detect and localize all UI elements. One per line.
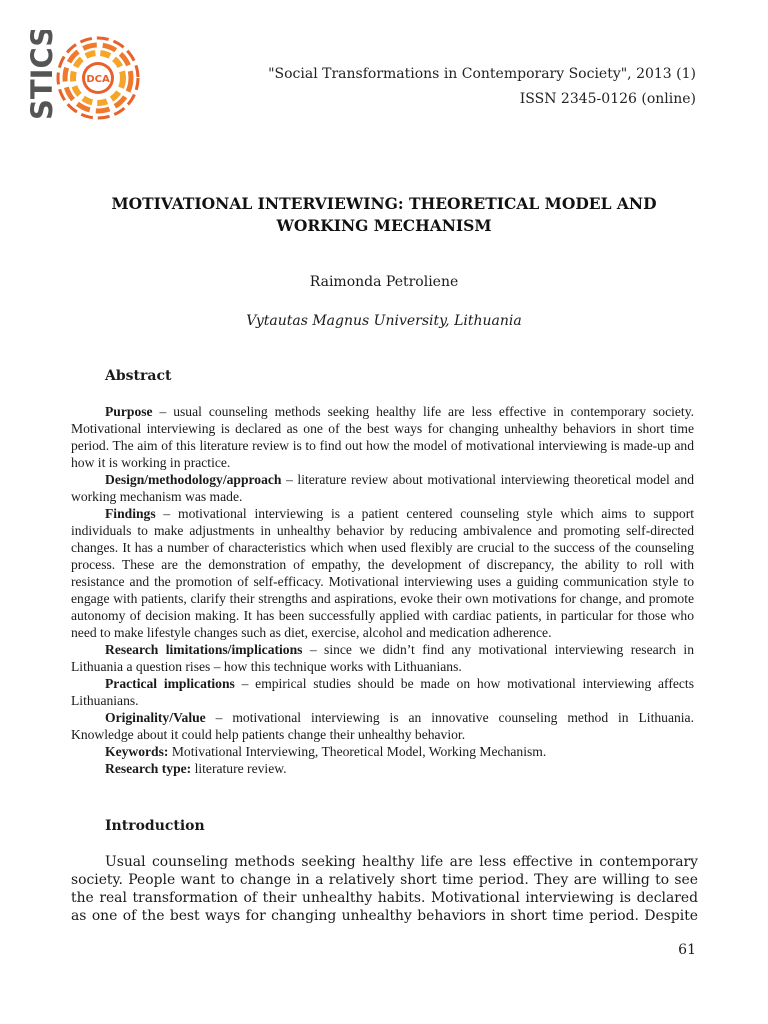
findings-label: Findings [105,506,156,521]
abstract-limitations [71,641,694,675]
abstract-body [71,403,694,777]
abstract-heading: Abstract [105,368,172,384]
keywords-text: Motivational Interviewing, Theoretical Model, Working Mechanism. [168,744,547,759]
logo-wordmark: STICS [28,30,59,120]
introduction-heading: Introduction [105,818,205,834]
purpose-text: – usual counseling methods seeking healthy life are less effective in contemporary society. Motivational interviewing is declared as one of the best ways for changing unhealthy behaviors in short time period. The aim of this literature review is to find out how the model of motivational interviewing is made-up and how it is working in practice. [71,404,694,470]
research-type-text: literature review. [191,761,287,776]
design-label: Design/methodology/approach [105,472,282,487]
author-name: Raimonda Petroliene [309,274,459,290]
findings-text: – motivational interviewing is a patient centered counseling style which aims to support individuals to make adjustments in unhealthy behavior by reducing ambivalence and promoting self-directed changes. It has a number of characteristics which when used flexibly are crucial to the success of the counseling process. These are the demonstration of empathy, the development of discrepancy, the ability to roll with resistance and the promotion of self-efficacy. Motivational interviewing uses a guiding communication style to engage with patients, clarify their strengths and aspirations, evoke their own motivations for change, and promote autonomy of decision making. It has been successfully applied with cardiac patients, in particular for those who need to make lifestyle changes such as diet, exercise, alcohol and medication adherence. [71,506,694,640]
abstract-design [71,471,694,505]
limitations-label: Research limitations/implications [105,642,303,657]
originality-text: – motivational interviewing is an innovative counseling method in Lithuania. Knowledge about it could help patients change their unhealthy behavior. [71,710,694,742]
abstract-findings [71,505,694,641]
journal-header [268,62,696,112]
journal-citation: "Social Transformations in Contemporary Society", 2013 (1) [268,66,696,82]
practical-text: – empirical studies should be made on how motivational interviewing affects Lithuanians. [71,676,694,708]
introduction-paragraph: Usual counseling methods seeking healthy life are less effective in contemporary society. People want to change in a relatively short time period. They are willing to see the real transformation of their unhealthy habits. Motivational interviewing is declared as one of the best ways for changing unhealthy behaviors in short time period. Despite [71,854,698,924]
research-type-label: Research type: [105,761,192,776]
paper-title [70,193,698,237]
page-number: 61 [678,942,696,958]
abstract-purpose [71,403,694,471]
stics-dca-logo-icon [28,30,148,130]
paper-title-line: MOTIVATIONAL INTERVIEWING: THEORETICAL MODEL AND [111,194,657,213]
abstract-research-type [71,760,694,777]
abstract-practical [71,675,694,709]
keywords-label: Keywords: [105,744,169,759]
logo-badge-text: DCA [86,74,110,85]
author-affiliation: Vytautas Magnus University, Lithuania [246,313,522,329]
paper-title-line: WORKING MECHANISM [276,216,492,235]
purpose-label: Purpose [105,404,153,419]
originality-label: Originality/Value [105,710,206,725]
limitations-text: – since we didn’t find any motivational interviewing research in Lithuania a question rises – how this technique works with Lithuanians. [71,642,694,674]
abstract-originality [71,709,694,743]
journal-logo [28,30,148,130]
practical-label: Practical implications [105,676,235,691]
design-text: – literature review about motivational interviewing theoretical model and working mechanism was made. [71,472,694,504]
abstract-keywords [71,743,694,760]
journal-issn: ISSN 2345-0126 (online) [519,91,696,107]
